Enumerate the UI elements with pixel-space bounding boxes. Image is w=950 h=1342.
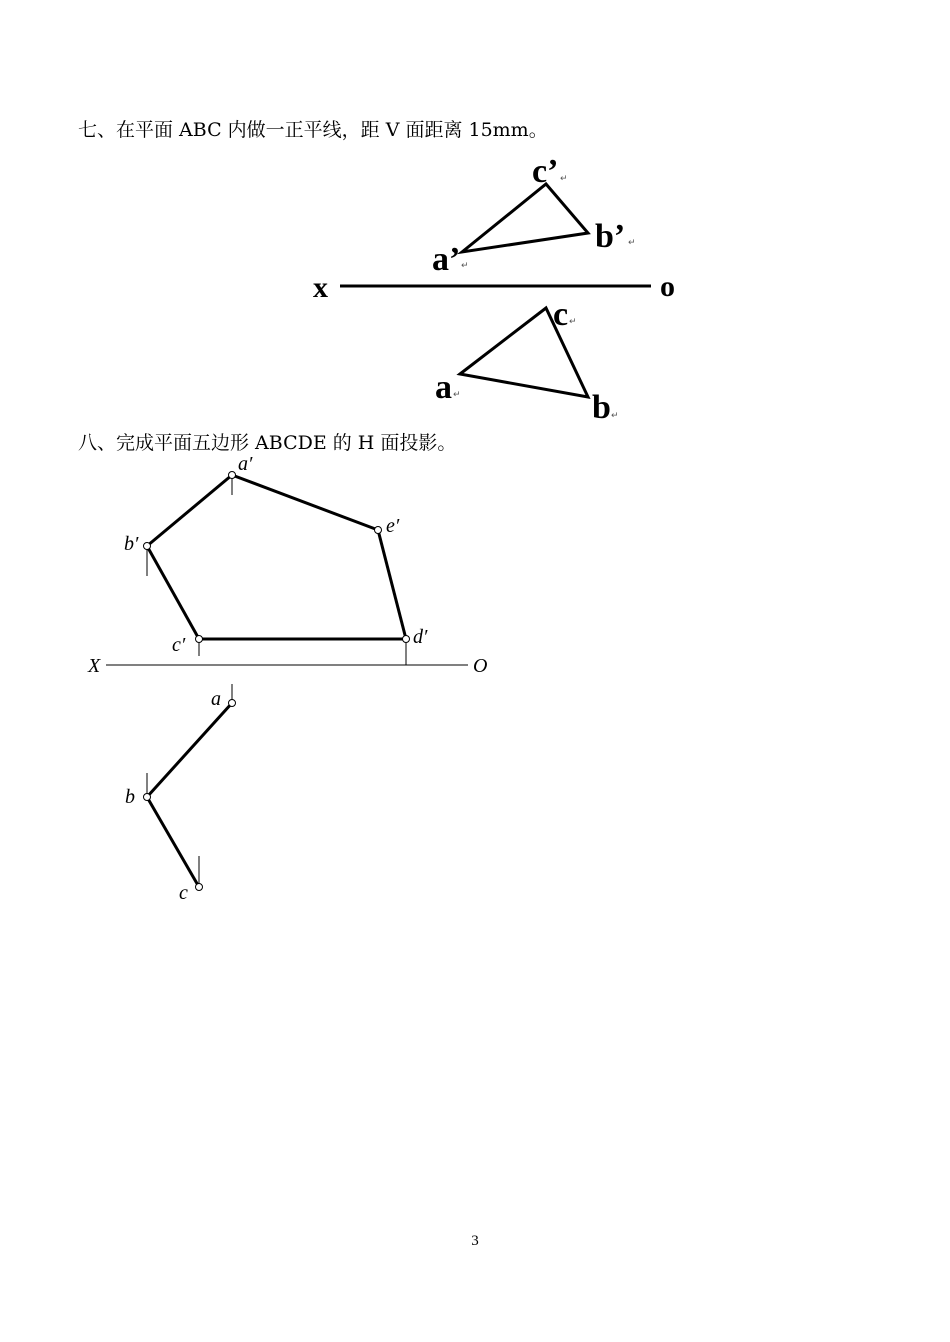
label-c-prime: c′: [172, 634, 186, 656]
point-markers: [144, 472, 410, 891]
label-a: a: [211, 688, 221, 710]
label-c-prime: c’: [532, 153, 559, 190]
label-b: b: [125, 786, 135, 808]
label-c: c: [179, 882, 188, 904]
paragraph-mark: ↵: [569, 317, 577, 327]
axis-label-x: x: [313, 271, 328, 304]
question-8-title: 八、完成平面五边形 ABCDE 的 H 面投影。: [78, 432, 457, 454]
axis-label-o: o: [660, 270, 675, 303]
projection-ticks: [147, 475, 406, 887]
label-b-prime: b’: [595, 218, 626, 255]
label-a-prime: a′: [238, 453, 253, 475]
axis-label-O: O: [473, 655, 488, 677]
front-pentagon: [147, 475, 406, 639]
paragraph-mark: ↵: [611, 411, 619, 421]
paragraph-mark: ↵: [461, 261, 469, 271]
label-a-prime: a’: [432, 241, 461, 278]
axis-label-X: X: [88, 655, 101, 677]
label-b-prime: b′: [124, 533, 139, 555]
paragraph-mark: ↵: [628, 238, 636, 248]
question-7-title: 七、在平面 ABC 内做一正平线，距 V 面距离 15mm。: [78, 119, 548, 141]
label-a: a: [435, 369, 452, 406]
label-d-prime: d′: [413, 626, 428, 648]
label-e-prime: e′: [386, 515, 400, 537]
paragraph-mark: ↵: [453, 390, 461, 400]
paragraph-mark: ↵: [560, 174, 568, 184]
top-view-lines: [147, 703, 232, 887]
label-b: b: [592, 389, 611, 426]
label-c: c: [553, 296, 569, 333]
page-number: 3: [471, 1233, 479, 1249]
